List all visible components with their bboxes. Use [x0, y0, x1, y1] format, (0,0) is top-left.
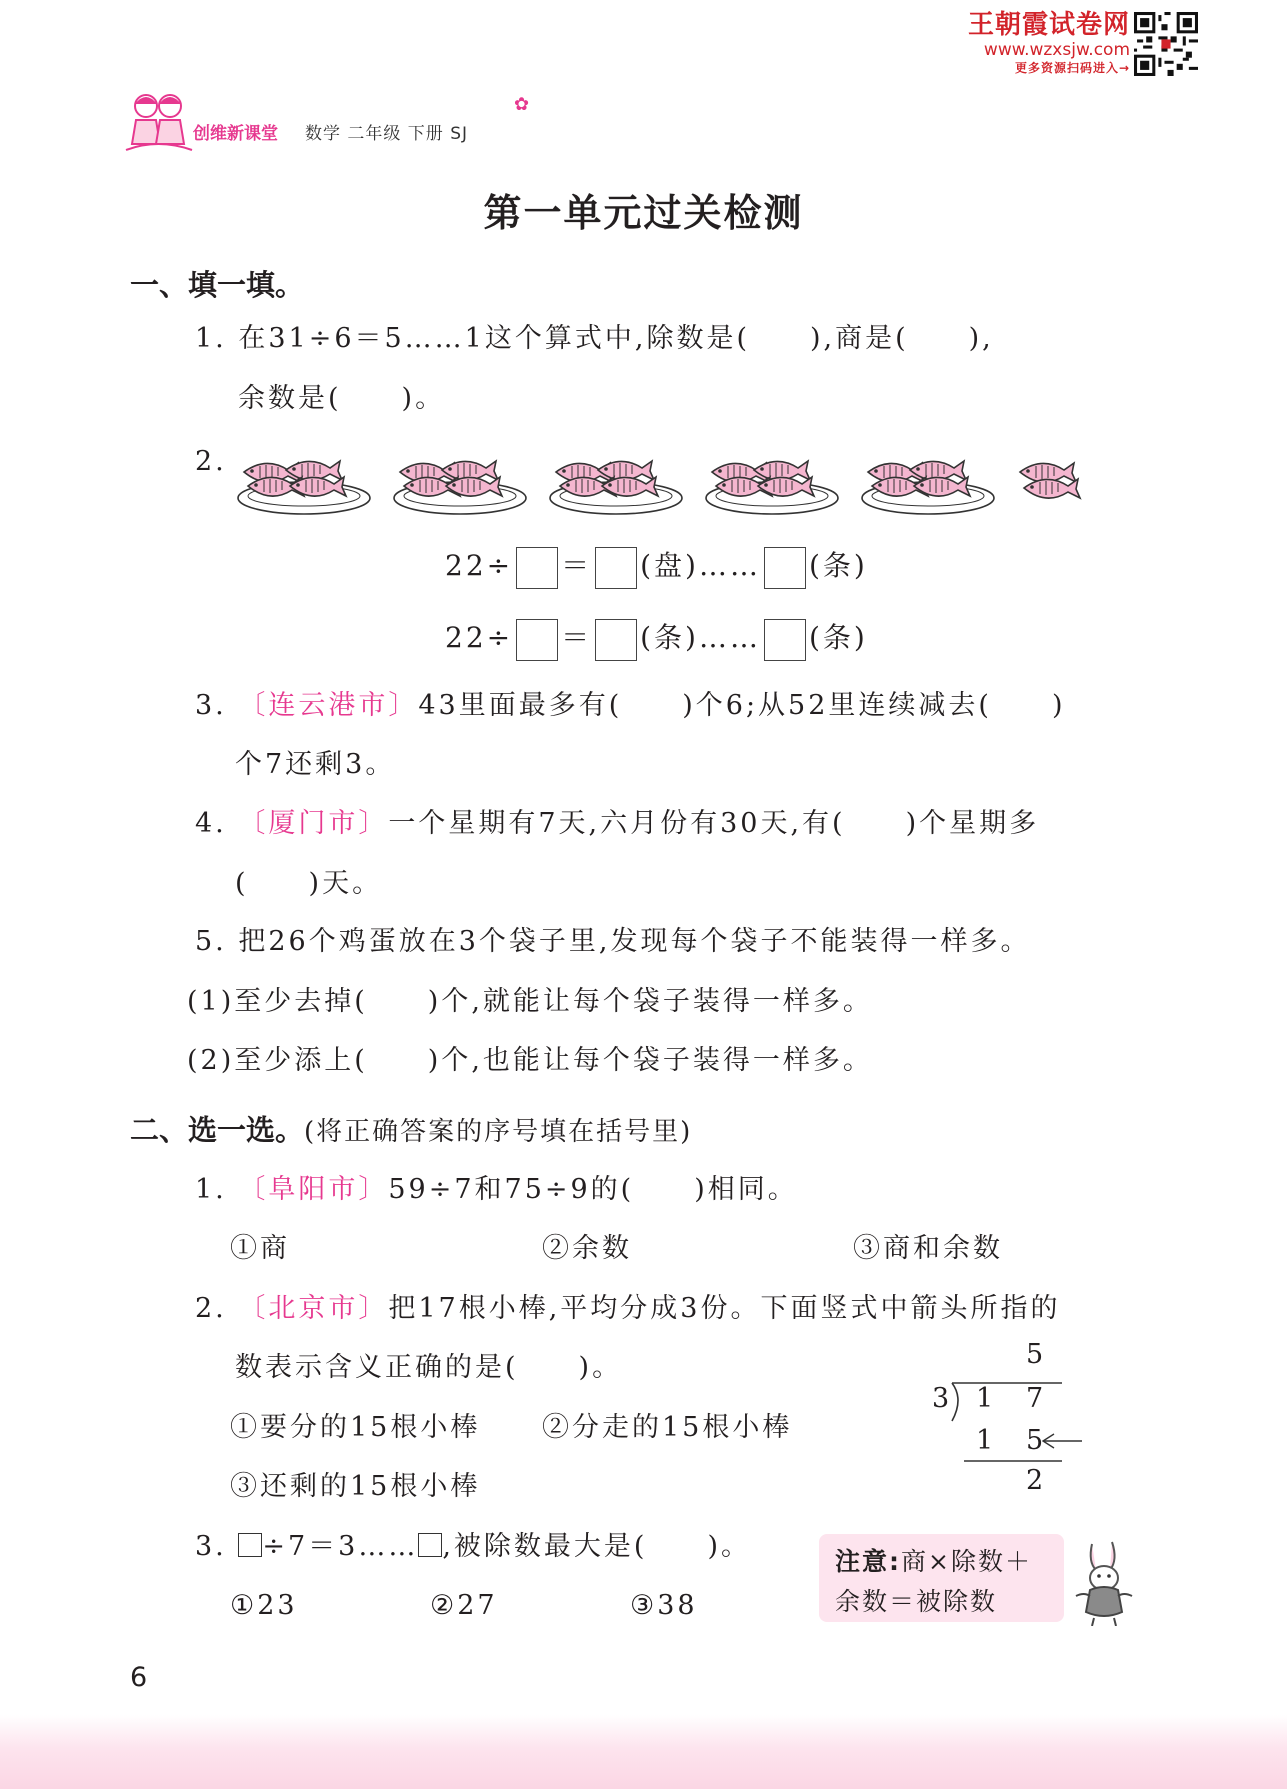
q1-5-line-1: 5. 把26个鸡蛋放在3个袋子里,发现每个袋子不能装得一样多。 — [195, 926, 1031, 957]
eq1-unit-2: (条) — [808, 549, 868, 582]
fish-plates-illustration — [234, 452, 1104, 522]
qr-code-icon[interactable] — [1134, 12, 1198, 76]
q1-1-line-1: 1. 在31÷6＝5……1这个算式中,除数是( ),商是( ), — [195, 323, 994, 354]
q2-2-line-1 — [195, 1289, 1060, 1329]
q1-4-text: 一个星期有7天,六月份有30天,有( )个星期多 — [388, 808, 1040, 839]
flower-icon: ✿ — [514, 94, 530, 115]
q2-2-option-2[interactable]: ②分走的15根小棒 — [542, 1412, 793, 1443]
rabbit-mascot-icon — [1070, 1540, 1138, 1626]
q1-5-sub-2: (2)至少添上( )个,也能让每个袋子装得一样多。 — [187, 1045, 873, 1076]
ld-dividend-ones: 7 — [1026, 1383, 1044, 1414]
q2-1-option-3[interactable]: ③商和余数 — [853, 1233, 1003, 1264]
ld-remainder: 2 — [1026, 1465, 1044, 1496]
page-number: 6 — [130, 1662, 148, 1693]
section-2-title: 二、选一选。 — [130, 1113, 305, 1147]
tip-line-2: 余数＝被除数 — [835, 1587, 998, 1616]
long-division — [920, 1335, 1090, 1495]
q2-3-dividend-box[interactable] — [238, 1533, 262, 1557]
q2-3-remainder-box[interactable] — [418, 1533, 442, 1557]
section-2-heading — [130, 1108, 692, 1149]
ld-divisor: 3 — [932, 1383, 950, 1414]
tip-text-1: 商×除数＋ — [901, 1547, 1032, 1576]
q2-2-number: 2. — [195, 1293, 227, 1324]
book-info: 数学 二年级 下册 SJ — [305, 124, 469, 144]
watermark — [960, 10, 1130, 76]
q2-2-line-2: 数表示含义正确的是( )。 — [235, 1352, 623, 1383]
q1-1-line-2: 余数是( )。 — [238, 383, 446, 414]
q1-4-line-1 — [195, 804, 1039, 844]
q2-3-text-b: ,被除数最大是( )。 — [442, 1531, 751, 1562]
q2-3-option-2[interactable]: ②27 — [430, 1590, 498, 1621]
q1-4-number: 4. — [195, 808, 227, 839]
section-2-instruction: (将正确答案的序号填在括号里) — [304, 1117, 693, 1147]
q2-1-option-1[interactable]: ①商 — [230, 1233, 290, 1264]
q2-2-city-tag: 〔北京市〕 — [238, 1293, 389, 1324]
q1-4-city-tag: 〔厦门市〕 — [238, 808, 389, 839]
eq1-divisor-box[interactable] — [516, 547, 558, 589]
eq2-remainder-box[interactable] — [764, 619, 806, 661]
eq1-quotient-box[interactable] — [595, 547, 637, 589]
ld-quotient: 5 — [1026, 1339, 1044, 1370]
watermark-url: www.wzxsjw.com — [983, 40, 1130, 60]
watermark-tip: 更多资源扫码进入→ — [1014, 61, 1130, 75]
eq1-remainder-box[interactable] — [764, 547, 806, 589]
q2-2-text: 把17根小棒,平均分成3份。下面竖式中箭头所指的 — [388, 1293, 1061, 1324]
eq2-unit-1: (条)…… — [640, 621, 761, 654]
eq1-equals: ＝ — [561, 549, 593, 582]
q1-3-number: 3. — [195, 690, 227, 721]
q2-3-line — [195, 1527, 751, 1567]
tip-box — [819, 1534, 1064, 1622]
q1-3-text: 43里面最多有( )个6;从52里连续减去( ) — [418, 690, 1066, 721]
q2-1-number: 1. — [195, 1174, 227, 1205]
q2-1-option-2[interactable]: ②余数 — [542, 1233, 632, 1264]
q1-4-line-2: ( )天。 — [235, 868, 383, 899]
eq1-unit-1: (盘)…… — [640, 549, 761, 582]
tip-line-1 — [835, 1542, 1032, 1578]
q2-1-line — [195, 1170, 798, 1210]
page-title: 第一单元过关检测 — [483, 191, 804, 235]
ld-dividend-tens: 1 — [976, 1383, 994, 1414]
q2-3-text-a: ÷7＝3…… — [262, 1531, 419, 1562]
q1-2-number: 2. — [195, 446, 227, 477]
ld-lines-icon — [920, 1335, 1090, 1495]
watermark-brand: 王朝霞试卷网 — [967, 10, 1130, 40]
eq1-dividend: 22÷ — [445, 549, 514, 582]
section-1-heading: 一、填一填。 — [130, 268, 305, 302]
q1-2-equation-1 — [445, 543, 868, 589]
eq2-divisor-box[interactable] — [516, 619, 558, 661]
footer-band — [0, 1715, 1287, 1789]
q1-3-line-1 — [195, 686, 1065, 726]
eq2-equals: ＝ — [561, 621, 593, 654]
q1-3-line-2: 个7还剩3。 — [235, 749, 396, 780]
q1-3-city-tag: 〔连云港市〕 — [238, 690, 419, 721]
series-name: 创维新课堂 — [193, 124, 278, 144]
q2-3-option-1[interactable]: ①23 — [230, 1590, 298, 1621]
eq2-unit-2: (条) — [808, 621, 868, 654]
eq2-dividend: 22÷ — [445, 621, 514, 654]
q2-3-option-3[interactable]: ③38 — [630, 1590, 698, 1621]
q2-3-number: 3. — [195, 1531, 227, 1562]
q2-2-option-1[interactable]: ①要分的15根小棒 — [230, 1412, 481, 1443]
q1-2-equation-2 — [445, 615, 868, 661]
eq2-quotient-box[interactable] — [595, 619, 637, 661]
q2-1-text: 59÷7和75÷9的( )相同。 — [388, 1174, 798, 1205]
tip-label: 注意: — [835, 1547, 901, 1576]
ld-product-tens: 1 — [976, 1425, 994, 1456]
q2-2-option-3[interactable]: ③还剩的15根小棒 — [230, 1471, 481, 1502]
q2-1-city-tag: 〔阜阳市〕 — [238, 1174, 389, 1205]
ld-product-ones: 5 — [1026, 1425, 1044, 1456]
q1-5-sub-1: (1)至少去掉( )个,就能让每个袋子装得一样多。 — [187, 986, 873, 1017]
children-mascot-icon — [124, 88, 194, 156]
